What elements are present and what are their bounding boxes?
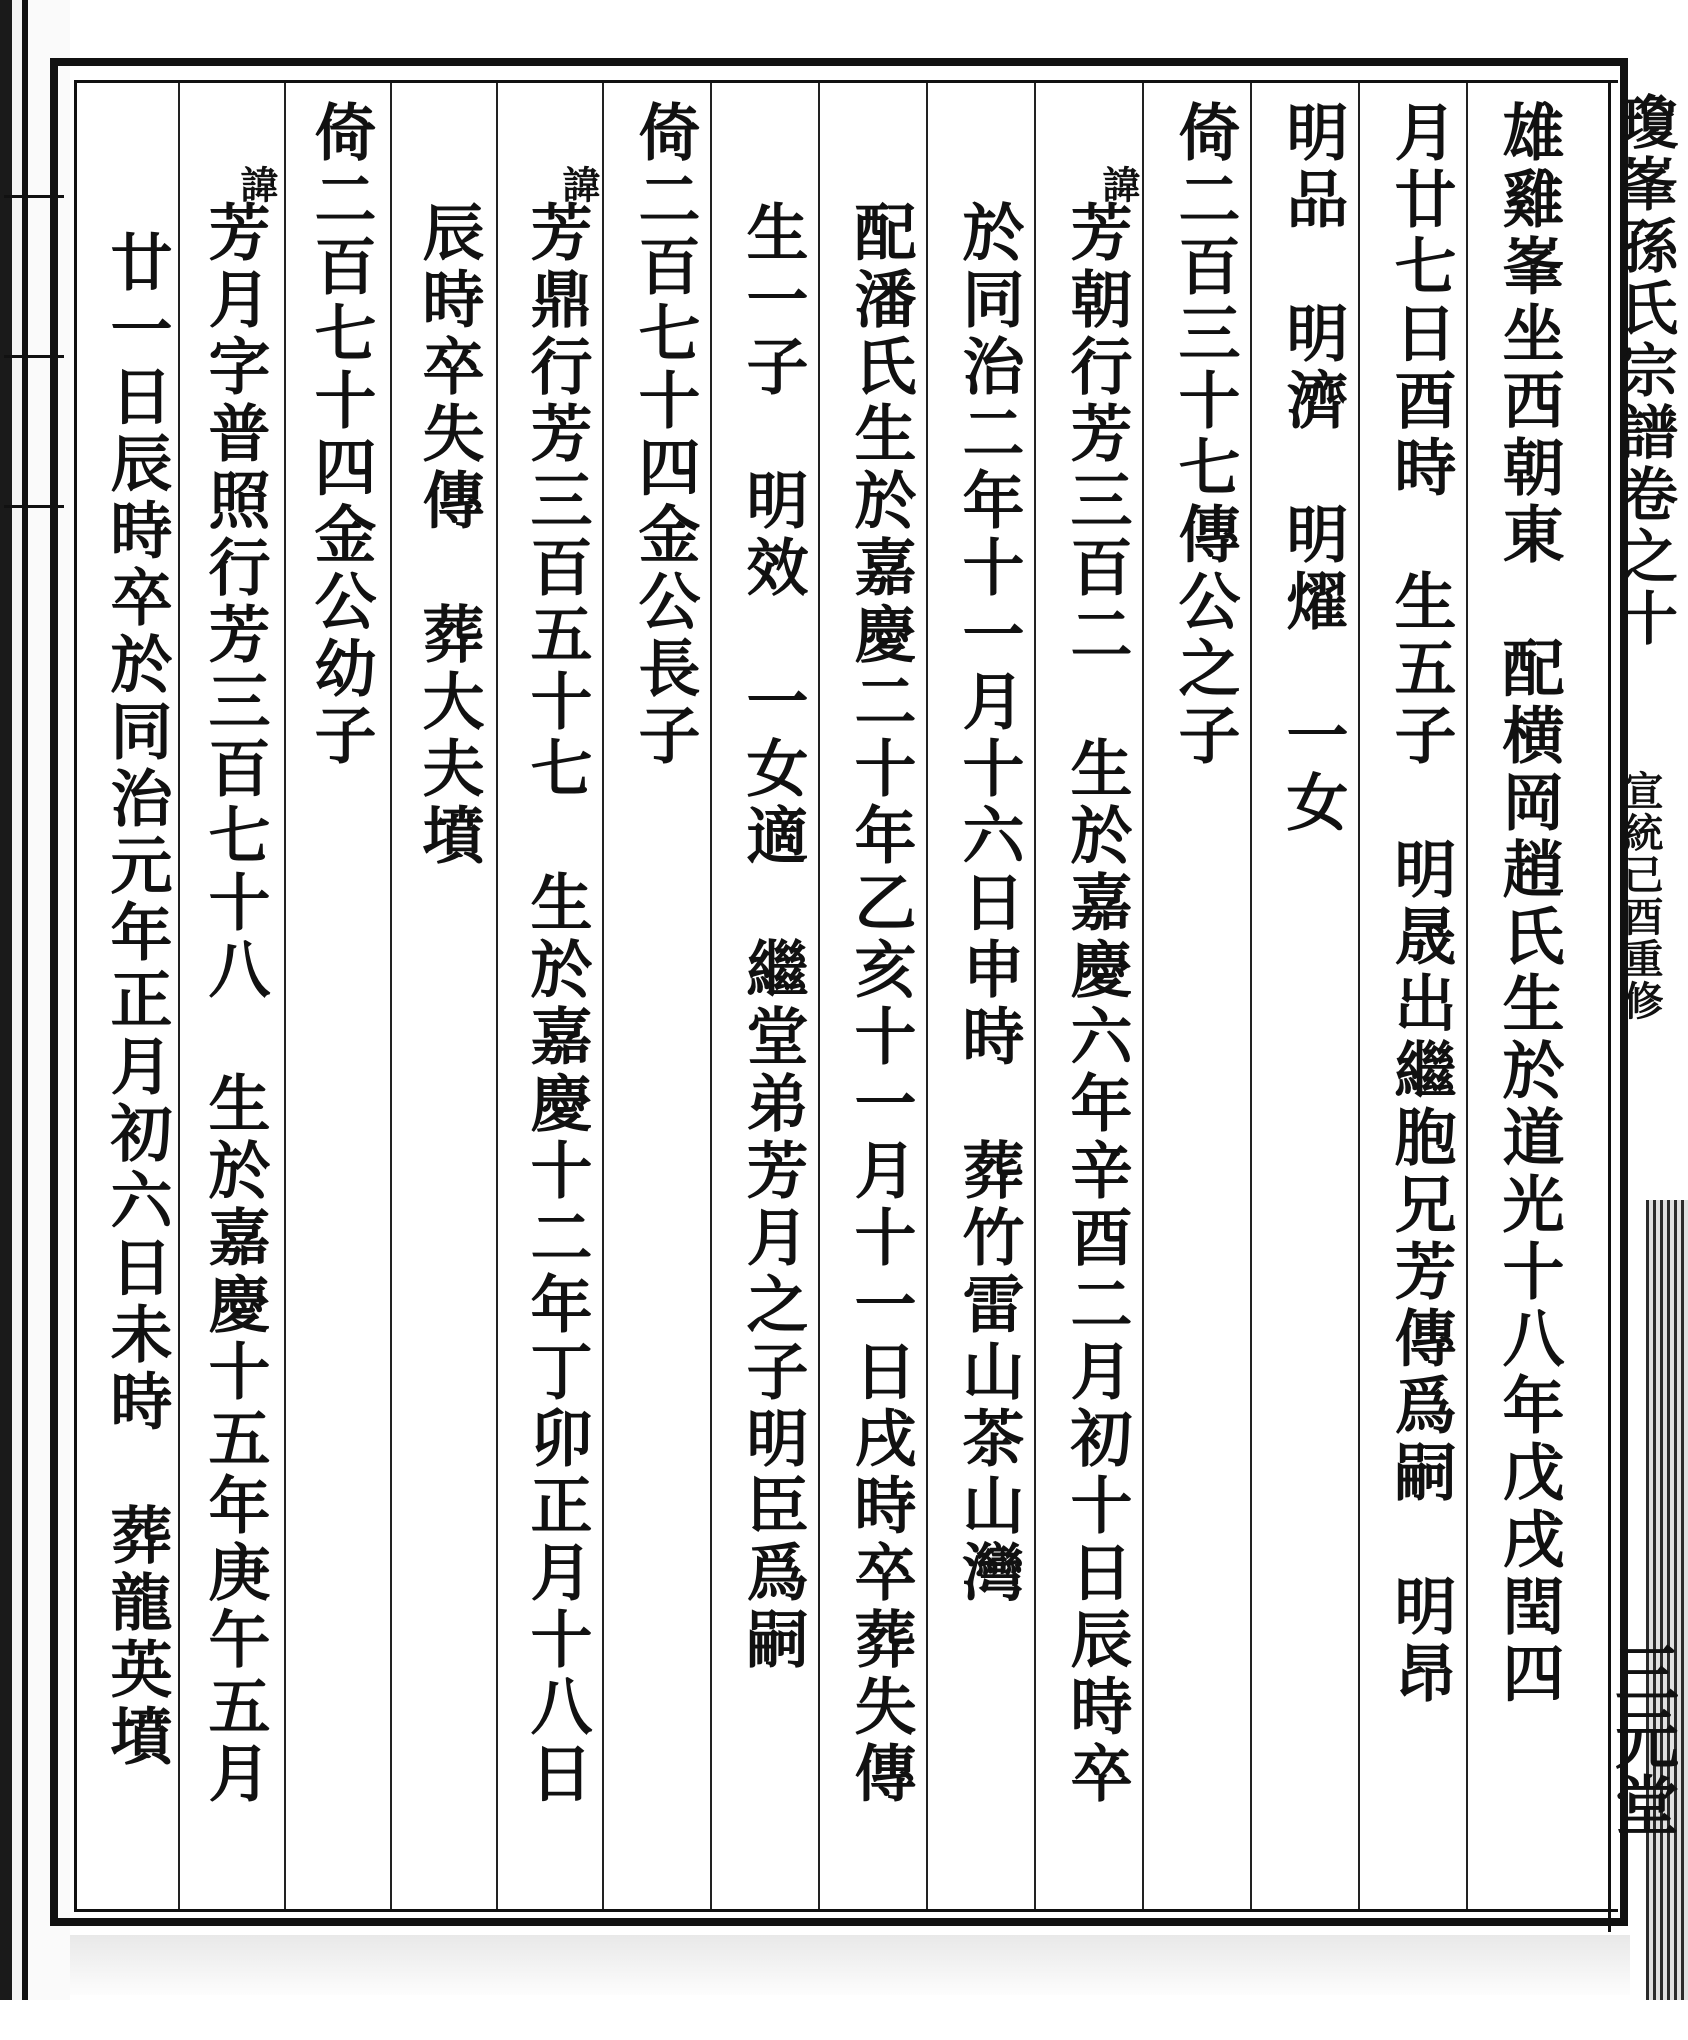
text-column: 芳鼎行芳三百五十七 生於嘉慶十二年丁卯正月十八日 [520,200,593,1808]
genealogy-title [1610,92,1678,650]
volume-text: 卷之十 [1610,464,1678,650]
text-column: 芳月字普照行芳三百七十八 生於嘉慶十五年庚午五月 [198,200,271,1808]
text-column: 明品 明濟 明燿 一女 [1276,100,1349,837]
text-column: 倚二百三十七傳公之子 [1168,100,1241,770]
honorific-note: 諱 [1096,165,1141,205]
edition-label: 宣統己酉重修 [1617,770,1664,1022]
text-column: 芳朝行芳三百二 生於嘉慶六年辛酉二月初十日辰時卒 [1060,200,1133,1808]
text-column: 倚二百七十四金公幼子 [304,100,377,770]
text-column: 雄雞峯坐西朝東 配横岡趙氏生於道光十八年戊戌閏四 [1492,100,1565,1708]
title-text: 瓊峯孫氏宗譜 [1610,92,1678,464]
text-column: 倚二百七十四金公長子 [628,100,701,770]
page-bottom-margin [70,1935,1630,1995]
text-column: 廿一日辰時卒於同治元年正月初六日未時 葬龍英墳 [100,230,173,1771]
text-column: 於同治二年十一月十六日申時 葬竹雷山茶山灣 [952,200,1025,1607]
column-rule [390,83,392,1909]
honorific-note: 諱 [556,165,601,205]
text-column: 辰時卒失傳 葬大夫墳 [412,200,485,870]
hall-name: 三元堂 [1604,1640,1679,1838]
honorific-note: 諱 [234,165,279,205]
text-column: 配潘氏生於嘉慶二十年乙亥十一月十一日戌時卒葬失傳 [844,200,917,1808]
text-column: 生一子 明效 一女適 繼堂弟芳月之子明臣爲嗣 [736,200,809,1674]
text-column: 月廿七日酉時 生五子 明晟出繼胞兄芳傳爲嗣 明昂 [1384,100,1457,1708]
